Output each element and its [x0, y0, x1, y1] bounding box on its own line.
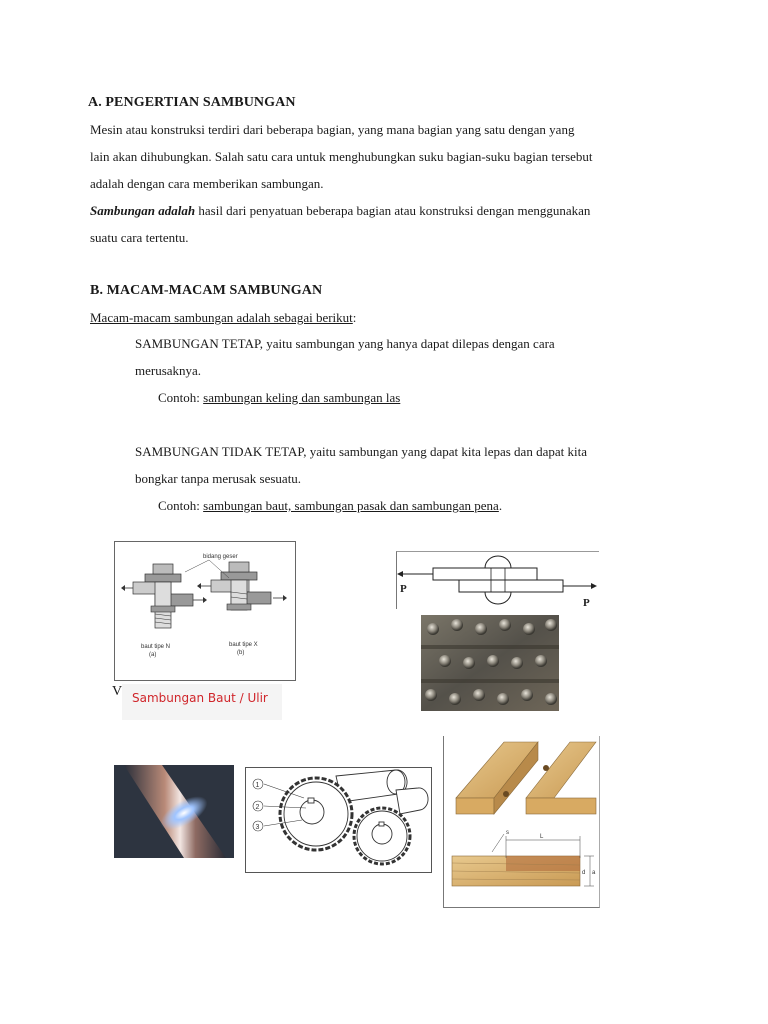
- paragraph-line: suatu cara tertentu.: [90, 230, 189, 245]
- gear-key-figure: [245, 767, 432, 873]
- wood-dim-l: L: [540, 834, 544, 840]
- heading-pengertian: A. PENGERTIAN SAMBUNGAN: [88, 95, 296, 110]
- paragraph-line: lain akan dihubungkan. Salah satu cara untuk menghubungkan suku bagian-suku bagian tersebut: [90, 149, 593, 164]
- tidak-tetap-example: [158, 498, 502, 514]
- weld-photo: [114, 765, 234, 858]
- gear-label-2: 2: [255, 804, 260, 811]
- tetap-example: [158, 390, 400, 406]
- contoh-label: Contoh:: [158, 498, 204, 513]
- label-bolt-type-x: baut tipe X: [229, 642, 258, 648]
- gear-key-diagram: [246, 768, 431, 872]
- bolt-joint-figure: [114, 541, 296, 681]
- heading-macam-sambungan: B. MACAM-MACAM SAMBUNGAN: [90, 283, 323, 298]
- tetap-definition-cont: merusaknya.: [135, 363, 202, 378]
- intro-text: Macam-macam sambungan adalah sebagai berikut: [90, 310, 353, 325]
- wood-joint-figure: [443, 736, 600, 908]
- gear-label-1: 1: [255, 782, 260, 789]
- bolt-joint-diagram: [115, 542, 295, 680]
- wood-joint-diagram: [444, 736, 599, 907]
- paragraph-line: adalah dengan cara memberikan sambungan.: [90, 176, 324, 191]
- gear-label-3: 3: [255, 824, 260, 831]
- weld-image: [114, 765, 234, 858]
- tidak-tetap-example-text: sambungan baut, sambungan pasak dan sambungan pena: [203, 498, 499, 513]
- definition-line: [90, 203, 590, 219]
- tetap-example-text: sambungan keling dan sambungan las: [203, 390, 401, 405]
- label-force-left: P: [400, 583, 407, 595]
- intro-line: [90, 310, 356, 326]
- definition-term: Sambungan adalah: [90, 203, 196, 218]
- label-sub-a: (a): [149, 652, 157, 658]
- label-bolt-type-n: baut tipe N: [141, 644, 171, 650]
- stray-letter: V: [112, 684, 123, 699]
- wood-dim-a: a: [592, 870, 596, 876]
- rivet-lap-joint-diagram: [397, 552, 599, 609]
- intro-colon: :: [352, 310, 357, 325]
- rivet-lap-joint-figure: [396, 551, 599, 609]
- tidak-tetap-definition-cont: bongkar tanpa merusak sesuatu.: [135, 471, 302, 486]
- definition-text: hasil dari penyatuan beberapa bagian atau konstruksi dengan menggunakan: [195, 203, 591, 218]
- contoh-label: Contoh:: [158, 390, 204, 405]
- caption-bolt-joint: Sambungan Baut / Ulir: [122, 684, 282, 720]
- wood-dim-d: d: [582, 870, 586, 876]
- wood-dim-s: s: [506, 830, 509, 836]
- label-force-right: P: [583, 597, 590, 609]
- example-period: .: [498, 498, 503, 513]
- tetap-definition: SAMBUNGAN TETAP, yaitu sambungan yang hanya dapat dilepas dengan cara: [135, 336, 555, 351]
- tidak-tetap-definition: SAMBUNGAN TIDAK TETAP, yaitu sambungan yang dapat kita lepas dan dapat kita: [135, 444, 587, 459]
- label-sub-b: (b): [237, 650, 245, 656]
- paragraph-line: Mesin atau konstruksi terdiri dari beberapa bagian, yang mana bagian yang satu dengan yang: [90, 122, 575, 137]
- riveted-plate-photo: [421, 615, 559, 711]
- label-shear-plane: bidang geser: [203, 554, 238, 560]
- riveted-plate-image: [421, 615, 559, 711]
